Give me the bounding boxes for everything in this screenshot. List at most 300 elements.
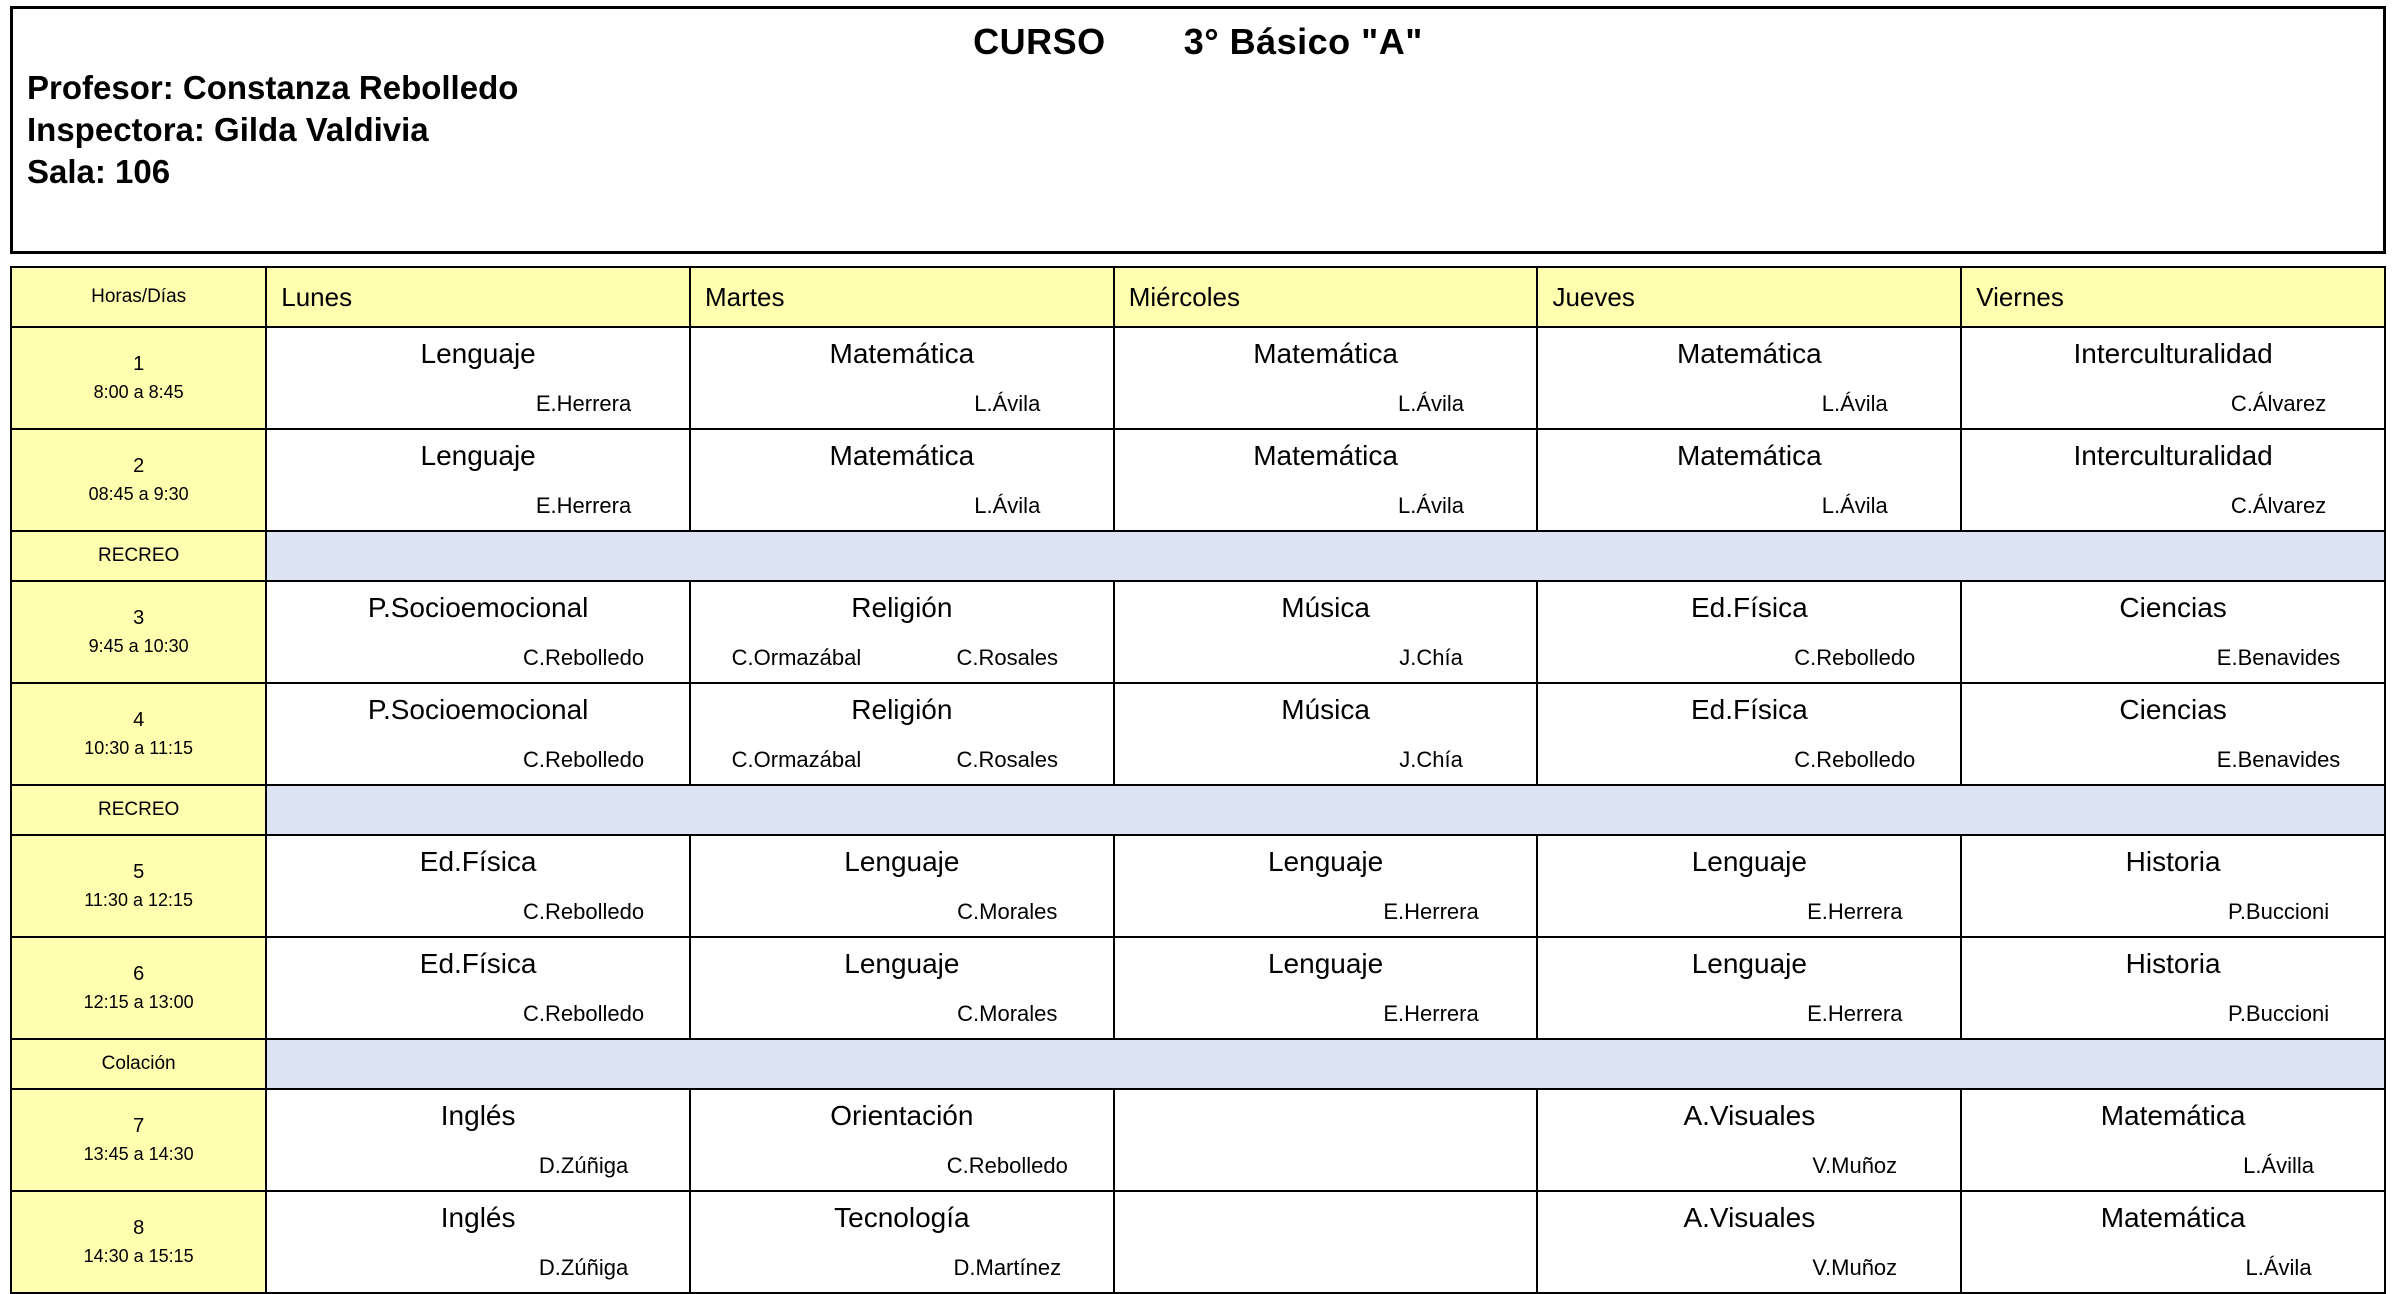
break-label: RECREO [11, 531, 266, 581]
cell-inner-table [1538, 1192, 1960, 1292]
cell-inner-table [1115, 1192, 1537, 1292]
teacher-primary: P.Buccioni [2227, 1001, 2330, 1026]
teacher-row [1962, 736, 2384, 784]
class-row [11, 683, 2385, 785]
schedule-cell[interactable] [1114, 429, 1538, 531]
cell-inner-table [1538, 684, 1960, 784]
cell-inner-table [1115, 938, 1537, 1038]
break-span-cell [266, 785, 2385, 835]
subject-name: Matemática [829, 338, 975, 369]
period-number: 1 [133, 353, 145, 376]
subject-row [691, 430, 1113, 482]
subject-row [691, 1192, 1113, 1244]
teacher-primary: D.Zúñiga [538, 1255, 629, 1280]
teacher-primary: L.Ávila [974, 391, 1041, 416]
teacher-row [267, 736, 689, 784]
teacher-secondary [1115, 1142, 1326, 1190]
schedule-cell[interactable] [1961, 1191, 2385, 1293]
teacher-secondary [1962, 634, 2173, 682]
subject-row [1538, 938, 1960, 990]
teacher-row [267, 380, 689, 428]
schedule-cell[interactable] [690, 429, 1114, 531]
cell-inner-table [1115, 582, 1537, 682]
teacher-row [1115, 1244, 1537, 1292]
teacher-primary: C.Rosales [956, 645, 1059, 670]
teacher-primary: C.Rosales [956, 747, 1059, 772]
schedule-cell[interactable] [690, 581, 1114, 683]
subject-row [267, 582, 689, 634]
period-time-range: 14:30 a 15:15 [83, 1246, 194, 1267]
class-row [11, 327, 2385, 429]
teacher-secondary [267, 736, 478, 784]
subject-row [1115, 1192, 1537, 1244]
period-time-range: 9:45 a 10:30 [88, 636, 189, 657]
teacher-row [691, 736, 1113, 784]
subject-name: Matemática [829, 440, 975, 471]
cell-inner-table [267, 430, 689, 530]
schedule-cell[interactable] [1114, 683, 1538, 785]
teacher-primary: L.Ávila [1398, 391, 1465, 416]
subject-row [1962, 430, 2384, 482]
teacher-primary: D.Martínez [953, 1255, 1062, 1280]
cell-inner-table [1115, 836, 1537, 936]
subject-name: Matemática [1676, 440, 1822, 471]
teacher-secondary [1538, 990, 1749, 1038]
subject-name: Lenguaje [1267, 846, 1384, 877]
period-time-range: 8:00 a 8:45 [93, 382, 184, 403]
teacher-row [267, 888, 689, 936]
teacher-secondary [1962, 1142, 2173, 1190]
teacher-secondary [267, 888, 478, 936]
period-number: 3 [133, 607, 145, 630]
hour-cell [11, 581, 266, 683]
cell-inner-table [691, 836, 1113, 936]
teacher-primary: P.Buccioni [2227, 899, 2330, 924]
teacher-primary: C.Rebolledo [1794, 645, 1916, 670]
cell-inner-table [691, 1192, 1113, 1292]
break-label: Colación [11, 1039, 266, 1089]
period-number: 6 [133, 963, 145, 986]
break-row [11, 785, 2385, 835]
teacher-primary: L.Ávila [1398, 493, 1465, 518]
schedule-cell[interactable] [266, 327, 690, 429]
schedule-cell[interactable] [690, 1089, 1114, 1191]
teacher-secondary [1962, 736, 2173, 784]
subject-name [1115, 1090, 1537, 1142]
teacher-secondary [1538, 1244, 1749, 1292]
cell-inner-table [1115, 328, 1537, 428]
schedule-cell[interactable] [1961, 683, 2385, 785]
period-time-range: 12:15 a 13:00 [83, 992, 194, 1013]
cell-inner-table [1962, 1192, 2384, 1292]
schedule-cell[interactable] [1961, 581, 2385, 683]
subject-row [1962, 582, 2384, 634]
teacher-row [691, 380, 1113, 428]
subject-name: Matemática [2100, 1100, 2246, 1131]
teacher-row [1538, 990, 1960, 1038]
cell-inner-table [691, 430, 1113, 530]
teacher-secondary [691, 380, 902, 428]
subject-name: Ed.Física [419, 948, 537, 979]
subject-name: Lenguaje [844, 948, 960, 979]
subject-row [267, 1192, 689, 1244]
schedule-cell[interactable] [690, 683, 1114, 785]
teacher-primary: V.Muñoz [1812, 1255, 1898, 1280]
subject-name: Interculturalidad [2073, 440, 2273, 471]
teacher-row [691, 888, 1113, 936]
course-title [25, 21, 2371, 63]
subject-row [267, 328, 689, 380]
teacher-secondary [1115, 990, 1326, 1038]
schedule-cell[interactable] [1537, 1089, 1961, 1191]
hour-cell [11, 429, 266, 531]
subject-row [691, 836, 1113, 888]
cell-inner-table [1962, 328, 2384, 428]
teacher-secondary [1115, 634, 1326, 682]
schedule-cell[interactable] [1114, 937, 1538, 1039]
subject-row [691, 684, 1113, 736]
subject-name: Historia [2125, 846, 2221, 877]
cell-inner-table [1115, 1090, 1537, 1190]
teacher-row [267, 634, 689, 682]
cell-inner-table [267, 1192, 689, 1292]
teacher-secondary: C.Ormazábal [731, 645, 862, 670]
class-row [11, 581, 2385, 683]
teacher-primary: V.Muñoz [1812, 1153, 1898, 1178]
subject-row [267, 1090, 689, 1142]
teacher-secondary [1115, 888, 1326, 936]
period-time-range: 13:45 a 14:30 [83, 1144, 194, 1165]
subject-row [1115, 328, 1537, 380]
teacher-secondary [1538, 380, 1749, 428]
teacher-primary: L.Ávilla [2243, 1153, 2314, 1178]
teacher-primary: C.Rebolledo [523, 747, 645, 772]
subject-row [1538, 430, 1960, 482]
teacher-secondary [691, 888, 902, 936]
cell-inner-table [267, 328, 689, 428]
teacher-row [1115, 380, 1537, 428]
schedule-cell[interactable] [1961, 835, 2385, 937]
header-info-block [27, 67, 518, 194]
cell-inner-table [691, 938, 1113, 1038]
subject-row [1115, 684, 1537, 736]
cell-inner-table [1962, 1090, 2384, 1190]
subject-name: Música [1281, 694, 1370, 725]
teacher-secondary [691, 1244, 902, 1292]
subject-name: Lenguaje [420, 338, 536, 369]
cell-inner-table [1115, 684, 1537, 784]
schedule-cell[interactable] [266, 835, 690, 937]
teacher-row [1115, 888, 1537, 936]
teacher-row [1115, 990, 1537, 1038]
subject-name: Música [1281, 592, 1370, 623]
hour-cell [11, 1191, 266, 1293]
teacher-row [691, 1142, 1113, 1190]
cell-inner-table [1538, 938, 1960, 1038]
cell-inner-table [267, 938, 689, 1038]
break-label: RECREO [11, 785, 266, 835]
subject-row [1962, 1192, 2384, 1244]
teacher-row [1962, 1142, 2384, 1190]
schedule-cell[interactable] [1537, 327, 1961, 429]
teacher-row [1538, 1142, 1960, 1190]
teacher-row [691, 482, 1113, 530]
class-row [11, 429, 2385, 531]
teacher-primary: C.Rebolledo [523, 645, 645, 670]
subject-row [1962, 938, 2384, 990]
teacher-row [1538, 1244, 1960, 1292]
cell-inner-table [691, 582, 1113, 682]
subject-row [1115, 430, 1537, 482]
cell-inner-table [1538, 1090, 1960, 1190]
teacher-row [691, 634, 1113, 682]
teacher-primary: C.Rebolledo [946, 1153, 1068, 1178]
period-time-range: 10:30 a 11:15 [84, 738, 194, 759]
schedule-cell[interactable] [266, 1191, 690, 1293]
subject-name: Lenguaje [1691, 846, 1807, 877]
teacher-secondary [691, 482, 902, 530]
teacher-secondary [1538, 1142, 1749, 1190]
teacher-row [267, 1142, 689, 1190]
subject-row [1115, 1090, 1537, 1142]
schedule-cell[interactable] [1961, 327, 2385, 429]
cell-inner-table [267, 836, 689, 936]
subject-name: A.Visuales [1683, 1202, 1816, 1233]
teacher-primary: C.Rebolledo [523, 899, 645, 924]
teacher-row [1115, 482, 1537, 530]
schedule-cell[interactable] [690, 327, 1114, 429]
course-label: CURSO [973, 21, 1106, 62]
period-number: 2 [133, 455, 145, 478]
cell-inner-table [1538, 836, 1960, 936]
teacher-secondary [1115, 1244, 1326, 1292]
schedule-cell[interactable] [1537, 581, 1961, 683]
schedule-cell[interactable] [266, 937, 690, 1039]
subject-name: P.Socioemocional [367, 694, 589, 725]
teacher-row [1538, 888, 1960, 936]
cell-inner-table [1962, 582, 2384, 682]
subject-name: Ciencias [2119, 592, 2227, 623]
subject-row [1962, 328, 2384, 380]
teacher-row [1538, 634, 1960, 682]
schedule-cell[interactable] [266, 429, 690, 531]
teacher-secondary [1962, 380, 2173, 428]
teacher-primary [1326, 1142, 1537, 1190]
subject-name: Ed.Física [1690, 694, 1808, 725]
subject-row [1962, 684, 2384, 736]
schedule-cell[interactable] [1961, 429, 2385, 531]
period-number: 7 [133, 1115, 145, 1138]
subject-name: Ed.Física [419, 846, 537, 877]
subject-name: Matemática [1253, 338, 1398, 369]
teacher-secondary [1115, 736, 1326, 784]
subject-row [1962, 836, 2384, 888]
period-time-range: 08:45 a 9:30 [88, 484, 189, 505]
cell-inner-table [1962, 684, 2384, 784]
subject-name: Ciencias [2119, 694, 2227, 725]
teacher-secondary [1538, 736, 1749, 784]
cell-inner-table [1538, 328, 1960, 428]
teacher-primary: C.Morales [957, 1001, 1058, 1026]
teacher-secondary: C.Ormazábal [731, 747, 862, 772]
course-value: 3° Básico "A" [1183, 21, 1423, 62]
class-row [11, 835, 2385, 937]
schedule-cell[interactable] [1961, 1089, 2385, 1191]
subject-name: Orientación [830, 1100, 974, 1131]
schedule-cell[interactable] [1537, 429, 1961, 531]
subject-name: Lenguaje [1691, 948, 1807, 979]
period-number: 8 [133, 1217, 145, 1240]
teacher-secondary [1115, 380, 1326, 428]
teacher-row [691, 990, 1113, 1038]
teacher-secondary [267, 482, 478, 530]
subject-row [1538, 1192, 1960, 1244]
teacher-primary: L.Ávila [2245, 1255, 2312, 1280]
period-time-range: 11:30 a 12:15 [84, 890, 194, 911]
teacher-primary: L.Ávila [1821, 391, 1888, 416]
teacher-primary: C.Álvarez [2230, 493, 2327, 518]
subject-name: Tecnología [834, 1202, 970, 1233]
teacher-primary: C.Rebolledo [1794, 747, 1916, 772]
cell-inner-table [1538, 582, 1960, 682]
subject-row [267, 938, 689, 990]
hour-cell [11, 1089, 266, 1191]
teacher-primary: E.Herrera [1383, 1001, 1479, 1026]
subject-row [1538, 684, 1960, 736]
period-number: 4 [133, 709, 145, 732]
teacher-primary: J.Chía [1399, 645, 1463, 670]
class-row [11, 1191, 2385, 1293]
cell-inner-table [267, 1090, 689, 1190]
teacher-primary: E.Benavides [2216, 747, 2341, 772]
teacher-line: Profesor: Constanza Rebolledo [27, 69, 519, 106]
subject-name: Ed.Física [1690, 592, 1808, 623]
teacher-primary [1326, 1244, 1537, 1292]
subject-row [267, 836, 689, 888]
subject-name: Religión [851, 592, 953, 623]
teacher-row [1538, 380, 1960, 428]
teacher-secondary [1538, 482, 1749, 530]
schedule-cell[interactable] [690, 937, 1114, 1039]
schedule-cell[interactable] [1537, 683, 1961, 785]
schedule-cell[interactable] [1114, 1089, 1538, 1191]
subject-name: Interculturalidad [2073, 338, 2273, 369]
teacher-primary: E.Herrera [535, 493, 632, 518]
teacher-secondary [267, 380, 478, 428]
schedule-cell[interactable] [1114, 327, 1538, 429]
teacher-row [1962, 482, 2384, 530]
cell-inner-table [267, 582, 689, 682]
teacher-primary: D.Zúñiga [538, 1153, 629, 1178]
subject-name: Matemática [1253, 440, 1398, 471]
schedule-cell[interactable] [1114, 581, 1538, 683]
teacher-row [1115, 634, 1537, 682]
teacher-secondary [267, 990, 478, 1038]
subject-name [1115, 1192, 1537, 1244]
teacher-row [1115, 736, 1537, 784]
teacher-secondary [1962, 482, 2173, 530]
cell-inner-table [691, 328, 1113, 428]
teacher-row [267, 1244, 689, 1292]
teacher-secondary [691, 1142, 902, 1190]
teacher-secondary [267, 634, 478, 682]
hour-cell [11, 683, 266, 785]
schedule-cell[interactable] [1114, 1191, 1538, 1293]
break-span-cell [266, 531, 2385, 581]
inspector-line: Inspectora: Gilda Valdivia [27, 111, 429, 149]
teacher-primary: C.Morales [957, 899, 1058, 924]
teacher-primary: E.Herrera [1807, 1001, 1903, 1026]
hour-cell [11, 327, 266, 429]
cell-inner-table [1538, 430, 1960, 530]
schedule-cell[interactable] [690, 1191, 1114, 1293]
schedule-cell[interactable] [266, 683, 690, 785]
cell-inner-table [1962, 938, 2384, 1038]
schedule-cell[interactable] [1537, 937, 1961, 1039]
subject-row [1115, 938, 1537, 990]
teacher-secondary [1538, 888, 1749, 936]
subject-name: Matemática [1676, 338, 1822, 369]
teacher-primary: C.Álvarez [2230, 391, 2327, 416]
teacher-row [1115, 1142, 1537, 1190]
subject-name: Religión [851, 694, 953, 725]
teacher-primary: L.Ávila [974, 493, 1041, 518]
subject-row [267, 430, 689, 482]
subject-row [1538, 582, 1960, 634]
day-column-header: Lunes [266, 267, 690, 327]
cell-inner-table [691, 1090, 1113, 1190]
hours-column-header: Horas/Días [11, 267, 266, 327]
teacher-secondary [1962, 888, 2173, 936]
teacher-secondary [1115, 482, 1326, 530]
schedule-cell[interactable] [266, 1089, 690, 1191]
subject-name: Lenguaje [844, 846, 960, 877]
day-column-header: Martes [690, 267, 1114, 327]
cell-inner-table [691, 684, 1113, 784]
teacher-primary: E.Benavides [2216, 645, 2341, 670]
teacher-row [1962, 888, 2384, 936]
teacher-secondary [1538, 634, 1749, 682]
subject-name: A.Visuales [1683, 1100, 1816, 1131]
subject-name: Lenguaje [420, 440, 536, 471]
break-span-cell [266, 1039, 2385, 1089]
teacher-row [1962, 1244, 2384, 1292]
break-row [11, 531, 2385, 581]
subject-row [691, 938, 1113, 990]
schedule-cell[interactable] [1537, 835, 1961, 937]
schedule-cell[interactable] [690, 835, 1114, 937]
schedule-cell[interactable] [1537, 1191, 1961, 1293]
subject-row [691, 582, 1113, 634]
cell-inner-table [267, 684, 689, 784]
hour-cell [11, 835, 266, 937]
header-panel [10, 6, 2386, 254]
subject-name: P.Socioemocional [367, 592, 589, 623]
subject-row [1115, 582, 1537, 634]
subject-row [1962, 1090, 2384, 1142]
schedule-cell[interactable] [1961, 937, 2385, 1039]
teacher-row [267, 482, 689, 530]
class-row [11, 1089, 2385, 1191]
subject-name: Historia [2125, 948, 2221, 979]
subject-name: Inglés [440, 1202, 516, 1233]
schedule-cell[interactable] [1114, 835, 1538, 937]
schedule-cell[interactable] [266, 581, 690, 683]
teacher-secondary [1962, 1244, 2173, 1292]
day-column-header: Jueves [1537, 267, 1961, 327]
teacher-primary: E.Herrera [1383, 899, 1479, 924]
teacher-primary: E.Herrera [1807, 899, 1903, 924]
